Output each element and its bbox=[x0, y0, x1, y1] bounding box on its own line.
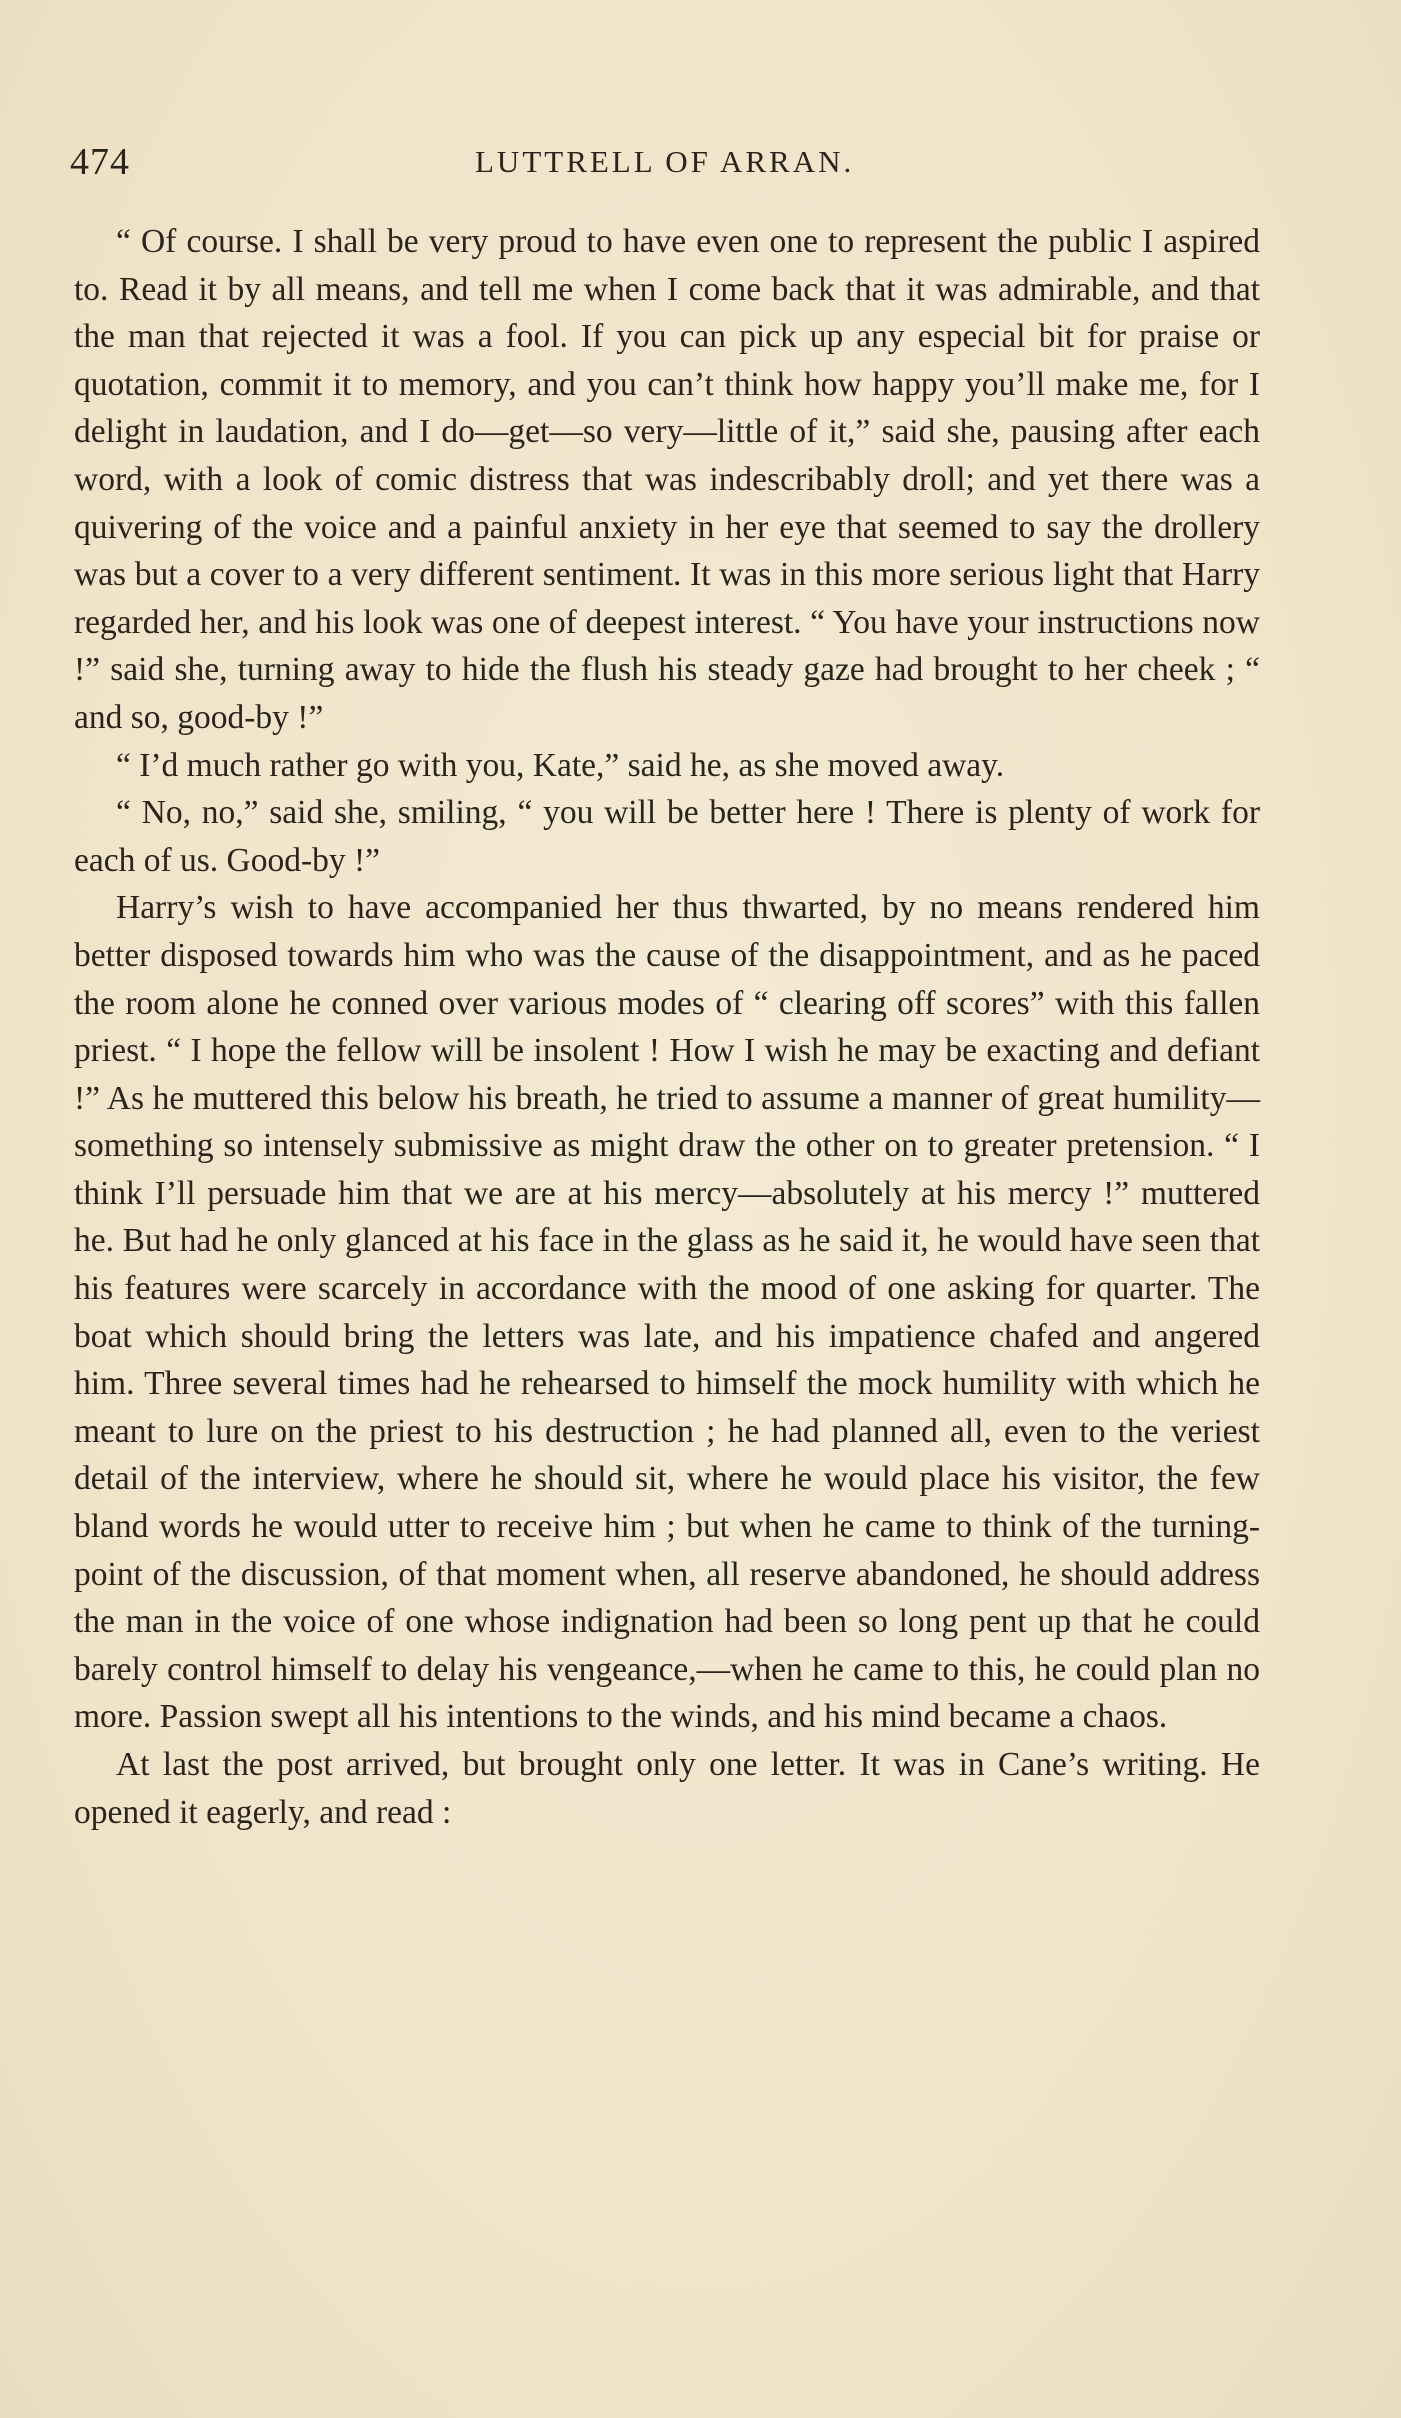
paragraph-kate-goodbye: “ No, no,” said she, smiling, “ you will be better here ! There is plenty of work for each of us. Good-by !” bbox=[74, 794, 1260, 879]
paragraph-post-arrived: At last the post arrived, but brought only one letter. It was in Cane’s writing. He opened it eagerly, and read : bbox=[74, 1746, 1260, 1831]
running-title: LUTTRELL OF ARRAN. bbox=[475, 144, 855, 179]
page-number: 474 bbox=[70, 141, 130, 183]
page-header bbox=[70, 140, 1250, 190]
paragraph-harry-thoughts: Harry’s wish to have accompanied her thus thwarted, by no means rendered him better disposed towards him who was the cause of the disappointment, and as he paced the room alone he conned over various modes of “ clearing off scores” with this fallen priest. “ I hope the fellow will be insolent ! How I wish he may be exacting and defiant !” As he muttered this below his breath, he tried to assume a manner of great humility—something so intensely submissive as might draw the other on to greater pretension. “ I think I’ll persuade him that we are at his mercy—absolutely at his mercy !” muttered he. But had he only glanced at his face in the glass as he said it, he would have seen that his features were scarcely in accordance with the mood of one asking for quarter. The boat which should bring the letters was late, and his impatience chafed and angered him. Three several times had he rehearsed to himself the mock humility with which he meant to lure on the priest to his destruction ; he had planned all, even to the veriest detail of the interview, where he should sit, where he would place his visitor, the few bland words he would utter to receive him ; but when he came to think of the turning-point of the discussion, of that moment when, all reserve abandoned, he should address the man in the voice of one whose indignation had been so long pent up that he could barely control himself to delay his vengeance,—when he came to this, he could plan no more. Passion swept all his intentions to the winds, and his mind became a chaos. bbox=[74, 889, 1260, 1736]
paragraph-harry-reply: “ I’d much rather go with you, Kate,” said he, as she moved away. bbox=[116, 746, 1005, 784]
paragraph-kate-speech: “ Of course. I shall be very proud to have even one to represent the public I aspired to. Read it by all means, and tell me when I come back that it was admirable, and that the man that rejected it was a fool. If you can pick up any especial bit for praise or quotation, commit it to memory, and you can’t think how happy you’ll make me, for I delight in laudation, and I do—get—so very—little of it,” said she, pausing after each word, with a look of comic distress that was indescribably droll; and yet there was a quivering of the voice and a painful anxiety in her eye that seemed to say the drollery was but a cover to a very different sentiment. It was in this more serious light that Harry regarded her, and his look was one of deepest interest. “ You have your instructions now !” said she, turning away to hide the flush his steady gaze had brought to her cheek ; “ and so, good-by !” bbox=[74, 223, 1260, 736]
body-text bbox=[74, 218, 1260, 1836]
